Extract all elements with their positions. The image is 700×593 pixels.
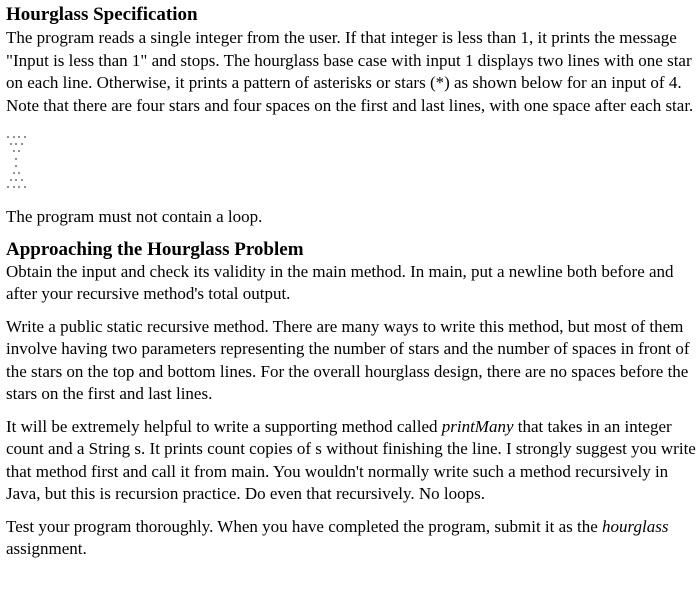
- p3-text-before: It will be extremely helpful to write a supporting method called: [6, 416, 442, 436]
- hourglass-star: [15, 158, 17, 160]
- hourglass-star: [21, 179, 23, 181]
- hourglass-star: [13, 150, 15, 152]
- approach-paragraph-3: [6, 416, 698, 506]
- hourglass-star: [18, 150, 20, 152]
- spec-paragraph: The program reads a single integer from the user. If that integer is less than 1, it prints the message "Input is less than 1" and stops. The hourglass base case with input 1 displays two lines with one star on each line. Otherwise, it prints a pattern of asterisks or stars (*) as shown below for an input of 4. Note that there are four stars and four spaces on the first and last lines, with one space after each star.: [6, 28, 694, 115]
- hourglass-star: [13, 136, 15, 138]
- hourglass-star: [15, 143, 17, 145]
- hourglass-assignment-name: hourglass: [602, 516, 669, 536]
- hourglass-star: [7, 186, 9, 188]
- hourglass-star: [24, 186, 26, 188]
- hourglass-star: [7, 136, 9, 138]
- hourglass-star: [18, 186, 20, 188]
- hourglass-star: [10, 179, 12, 181]
- no-loop-note: The program must not contain a loop.: [6, 207, 263, 226]
- hourglass-star: [24, 136, 26, 138]
- approach-paragraph-1: Obtain the input and check its validity in the main method. In main, put a newline both before and after your recursive method's total output.: [6, 261, 674, 303]
- hourglass-star: [21, 143, 23, 145]
- hourglass-star: [18, 136, 20, 138]
- hourglass-star: [13, 172, 15, 174]
- spec-heading: Hourglass Specification: [6, 4, 198, 25]
- hourglass-star: [15, 179, 17, 181]
- p4-text-before: Test your program thoroughly. When you have completed the program, submit it as the: [6, 516, 603, 536]
- hourglass-star: [18, 172, 20, 174]
- approach-heading: Approaching the Hourglass Problem: [6, 238, 304, 260]
- p3-text-after: that takes in an integer count and a String s. It prints count copies of s without finishing the line. I strongly suggest you write that method first and call it from main. You wouldn't normally write such a method recursively in Java, but this is recursion practice. Do even that recursively. No loops.: [6, 416, 696, 503]
- hourglass-star: [13, 186, 15, 188]
- p4-text-after: assignment.: [6, 539, 87, 558]
- hourglass-star: [15, 165, 17, 167]
- approach-paragraph-4: [6, 516, 698, 561]
- hourglass-example: [7, 136, 47, 194]
- hourglass-star: [10, 143, 12, 145]
- print-many-method-name: printMany: [441, 416, 514, 436]
- approach-paragraph-2: Write a public static recursive method. There are many ways to write this method, but most of them involve having two parameters representing the number of stars and the number of spaces in front of the stars on the top and bottom lines. For the overall hourglass design, there are no spaces before the stars on the first and last lines.: [6, 316, 690, 403]
